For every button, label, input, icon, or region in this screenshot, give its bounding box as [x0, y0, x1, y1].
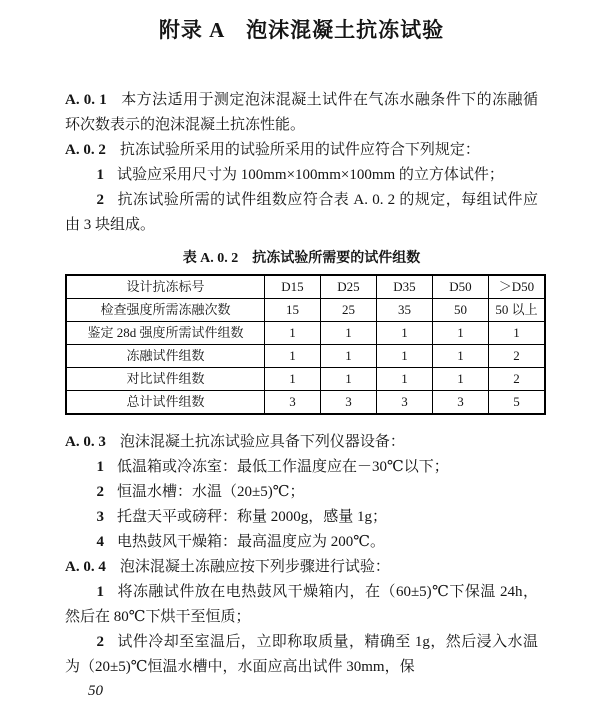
- table-row: [66, 299, 545, 322]
- table-cell: 1: [433, 345, 489, 368]
- table-row: [66, 322, 545, 345]
- item-number: 4: [96, 534, 104, 550]
- table-row: [66, 345, 545, 368]
- item-text: 电热鼓风干燥箱：最高温度应为 200℃。: [117, 534, 386, 550]
- header-cell: D15: [265, 275, 321, 299]
- table-cell: 总计试件组数: [66, 391, 265, 415]
- table-row: [66, 391, 545, 415]
- section-a03-item-1: [65, 455, 538, 480]
- table-cell: 检查强度所需冻融次数: [66, 299, 265, 322]
- table-cell: 1: [321, 345, 377, 368]
- section-a02-text: 抗冻试验所采用的试验所采用的试件应符合下列规定：: [119, 142, 480, 158]
- section-a04-text: 泡沫混凝土冻融应按下列步骤进行试验：: [119, 559, 390, 575]
- item-number: 1: [96, 584, 104, 600]
- section-a02-item-2: [65, 188, 538, 238]
- body-text: [65, 88, 538, 238]
- table-cell: 1: [377, 322, 433, 345]
- table-cell: 5: [489, 391, 546, 415]
- table-cell: 3: [265, 391, 321, 415]
- table-cell: 3: [321, 391, 377, 415]
- header-cell: D25: [321, 275, 377, 299]
- section-a01-text: 本方法适用于测定泡沫混凝土试件在气冻水融条件下的冻融循环次数表示的泡沫混凝土抗冻性能。: [65, 92, 538, 133]
- item-text: 试件冷却至室温后，立即称取质量，精确至 1g，然后浸入水温为（20±5)℃恒温水槽中，水面应高出试件 30mm，保: [65, 634, 538, 675]
- table-cell: 2: [489, 368, 546, 391]
- table-cell: 1: [265, 322, 321, 345]
- section-a03-item-3: [65, 505, 538, 530]
- table-cell: 50 以上: [489, 299, 546, 322]
- section-a01-label: A. 0. 1: [65, 92, 107, 108]
- item-number: 1: [96, 459, 104, 475]
- table-cell: 1: [321, 368, 377, 391]
- table-cell: 3: [433, 391, 489, 415]
- section-a02-item-1: [65, 163, 538, 188]
- table-cell: 1: [265, 368, 321, 391]
- section-a02-label: A. 0. 2: [65, 142, 106, 158]
- table-cell: 2: [489, 345, 546, 368]
- section-a04: [65, 555, 538, 580]
- header-cell: D35: [377, 275, 433, 299]
- page-number: 50: [88, 683, 103, 699]
- table-caption: 表 A. 0. 2 抗冻试验所需要的试件组数: [182, 251, 421, 266]
- item-text: 低温箱或冷冻室：最低工作温度应在－30℃以下；: [117, 459, 449, 475]
- table-cell: 1: [377, 368, 433, 391]
- page-content: [0, 14, 600, 680]
- page-title: 附录 A 泡沫混凝土抗冻试验: [158, 18, 445, 42]
- spec-table: [65, 274, 546, 415]
- section-a03-item-4: [65, 530, 538, 555]
- item-number: 2: [96, 634, 104, 650]
- table-cell: 对比试件组数: [66, 368, 265, 391]
- section-a04-label: A. 0. 4: [65, 559, 106, 575]
- body-text: [65, 430, 538, 680]
- section-a03: [65, 430, 538, 455]
- table-cell: 冻融试件组数: [66, 345, 265, 368]
- section-a01: [65, 88, 538, 138]
- item-text: 恒温水槽：水温（20±5)℃；: [117, 484, 305, 500]
- table-cell: 3: [377, 391, 433, 415]
- table-cell: 1: [433, 322, 489, 345]
- item-text: 抗冻试验所需的试件组数应符合表 A. 0. 2 的规定，每组试件应由 3 块组成。: [65, 192, 538, 233]
- table-row: [66, 368, 545, 391]
- item-number: 3: [96, 509, 104, 525]
- table-cell: 1: [377, 345, 433, 368]
- item-number: 2: [96, 192, 104, 208]
- section-a03-text: 泡沫混凝土抗冻试验应具备下列仪器设备：: [119, 434, 405, 450]
- table-cell: 25: [321, 299, 377, 322]
- item-number: 2: [96, 484, 104, 500]
- header-cell: D50: [433, 275, 489, 299]
- table-cell: 1: [489, 322, 546, 345]
- table-cell: 1: [321, 322, 377, 345]
- section-a04-item-1: [65, 580, 538, 630]
- table-cell: 1: [265, 345, 321, 368]
- section-a04-item-2: [65, 630, 538, 680]
- table-cell: 15: [265, 299, 321, 322]
- header-cell: ＞D50: [489, 275, 546, 299]
- item-text: 试验应采用尺寸为 100mm×100mm×100mm 的立方体试件；: [117, 167, 504, 183]
- table-cell: 35: [377, 299, 433, 322]
- table-cell: 50: [433, 299, 489, 322]
- section-a03-label: A. 0. 3: [65, 434, 106, 450]
- item-text: 将冻融试件放在电热鼓风干燥箱内，在（60±5)℃下保温 24h，然后在 80℃下烘干至恒质；: [65, 584, 538, 625]
- section-a02: [65, 138, 538, 163]
- item-number: 1: [96, 167, 104, 183]
- table-cell: 1: [433, 368, 489, 391]
- item-text: 托盘天平或磅秤：称量 2000g，感量 1g；: [117, 509, 388, 525]
- section-a03-item-2: [65, 480, 538, 505]
- table-cell: 鉴定 28d 强度所需试件组数: [66, 322, 265, 345]
- header-cell: 设计抗冻标号: [66, 275, 265, 299]
- table-header-row: [66, 275, 545, 299]
